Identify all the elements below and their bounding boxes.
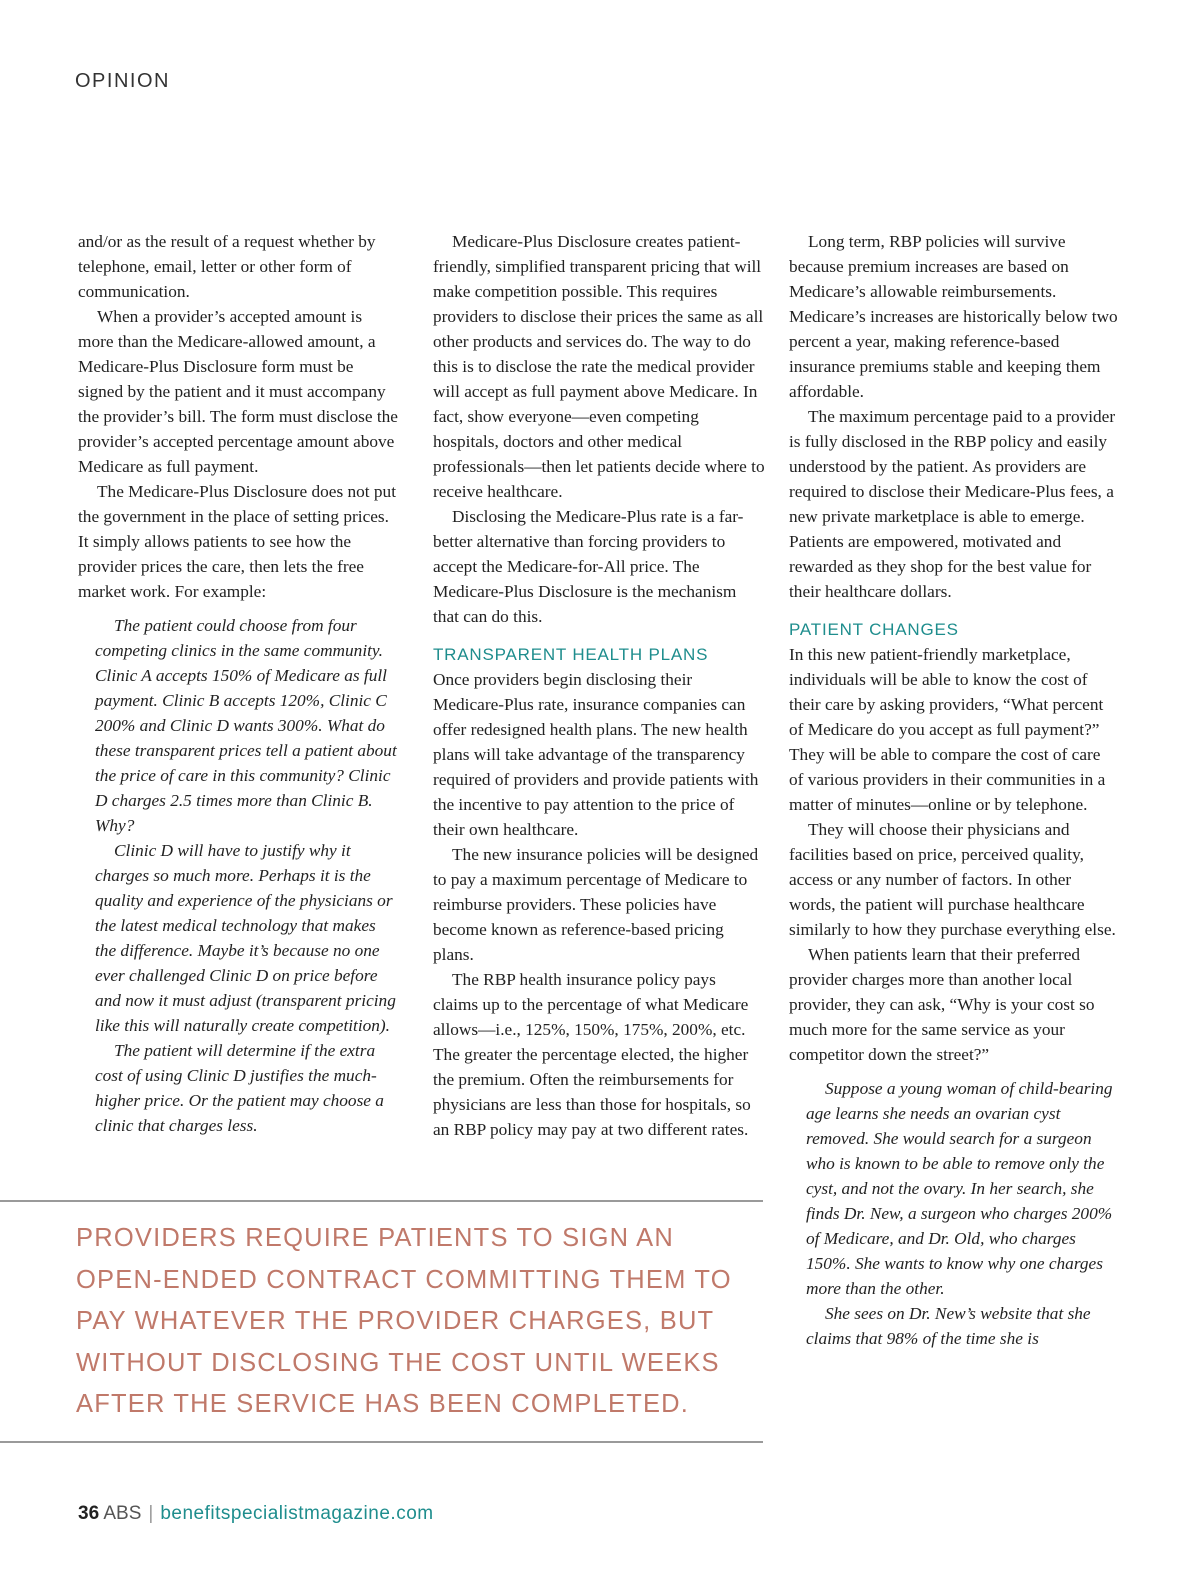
paragraph: The maximum percentage paid to a provider is fully disclosed in the RBP policy and easily understood by the patient. As providers are required to disclose their Medicare-Plus fees, a new private marketplace is able to emerge. Patients are empowered, motivated and rewarded as they shop for the best value for their healthcare dollars. bbox=[789, 407, 1116, 601]
example-paragraph: The patient will determine if the extra cost of using Clinic D justifies the much-higher price. Or the patient may choose a clinic that charges less. bbox=[95, 1041, 384, 1135]
subheading-patient-changes: PATIENT CHANGES bbox=[789, 620, 959, 639]
paragraph: The Medicare-Plus Disclosure does not put the government in the place of setting prices. It simply allows patients to see how the provider prices the care, then lets the free market work. For example: bbox=[78, 482, 396, 601]
paragraph: When a provider’s accepted amount is more than the Medicare-allowed amount, a Medicare-Plus Disclosure form must be signed by the patient and it must accompany the provider’s bill. The form must disclose the provider’s accepted percentage amount above Medicare as full payment. bbox=[78, 307, 398, 476]
paragraph: Once providers begin disclosing their Medicare-Plus rate, insurance companies can offer redesigned health plans. The new health plans will take advantage of the transparency required of providers and provide patients with the incentive to pay attention to the price of their own healthcare. bbox=[433, 670, 759, 839]
example-quote-block bbox=[789, 1076, 1119, 1351]
article-column-1 bbox=[78, 229, 400, 1138]
paragraph: Disclosing the Medicare-Plus rate is a far-better alternative than forcing providers to accept the Medicare-for-All price. The Medicare-Plus Disclosure is the mechanism that can do this. bbox=[433, 507, 744, 626]
section-label: OPINION bbox=[75, 70, 170, 92]
article-column-2 bbox=[433, 229, 765, 1142]
footer-separator: | bbox=[148, 1503, 154, 1524]
example-paragraph: She sees on Dr. New’s website that she claims that 98% of the time she is bbox=[806, 1304, 1091, 1348]
website-link[interactable]: benefitspecialistmagazine.com bbox=[160, 1503, 434, 1524]
subheading-transparent-health-plans: TRANSPARENT HEALTH PLANS bbox=[433, 645, 709, 664]
paragraph: Long term, RBP policies will survive because premium increases are based on Medicare’s allowable reimbursements. Medicare’s increases are historically below two percent a year, making reference-based insurance premiums stable and keeping them affordable. bbox=[789, 232, 1118, 401]
example-quote-block bbox=[78, 613, 400, 1138]
example-paragraph: Suppose a young woman of child-bearing age learns she needs an ovarian cyst removed. She would search for a surgeon who is known to be able to remove only the cyst, and not the ovary. In her search, she finds Dr. New, a surgeon who charges 200% of Medicare, and Dr. Old, who charges 150%. She wants to know why one charges more than the other. bbox=[806, 1079, 1113, 1298]
paragraph: When patients learn that their preferred provider charges more than another local provider, they can ask, “Why is your cost so much more for the same service as your competitor down the street?” bbox=[789, 945, 1095, 1064]
paragraph: In this new patient-friendly marketplace, individuals will be able to know the cost of their care by asking providers, “What percent of Medicare do you accept as full payment?” They will be able to compare the cost of care of various providers in their communities in a matter of minutes—online or by telephone. bbox=[789, 645, 1106, 814]
paragraph: and/or as the result of a request whether by telephone, email, letter or other form of communication. bbox=[78, 232, 376, 301]
example-paragraph: Clinic D will have to justify why it charges so much more. Perhaps it is the quality and experience of the physicians or the latest medical technology that makes the difference. Maybe it’s because no one ever challenged Clinic D on price before and now it must adjust (transparent pricing like this will naturally create competition). bbox=[95, 841, 396, 1035]
pull-quote bbox=[0, 1200, 763, 1443]
article-column-3 bbox=[789, 229, 1119, 1351]
page-number: 36 bbox=[78, 1503, 100, 1524]
paragraph: The RBP health insurance policy pays claims up to the percentage of what Medicare allows—i.e., 125%, 150%, 175%, 200%, etc. The greater the percentage elected, the higher the premium. Often the reimbursements for physicians are less than those for hospitals, so an RBP policy may pay at two different rates. bbox=[433, 970, 751, 1139]
paragraph: Medicare-Plus Disclosure creates patient-friendly, simplified transparent pricing that will make competition possible. This requires providers to disclose their prices the same as all other products and services do. The way to do this is to disclose the rate the medical provider will accept as full payment above Medicare. In fact, show everyone—even competing hospitals, doctors and other medical professionals—then let patients decide where to receive healthcare. bbox=[433, 232, 765, 501]
page-footer bbox=[78, 1503, 434, 1525]
example-paragraph: The patient could choose from four competing clinics in the same community. Clinic A accepts 150% of Medicare as full payment. Clinic B accepts 120%, Clinic C 200% and Clinic D wants 300%. What do these transparent prices tell a patient about the price of care in this community? Clinic D charges 2.5 times more than Clinic B. Why? bbox=[95, 616, 397, 835]
magazine-name: ABS bbox=[103, 1503, 142, 1524]
paragraph: They will choose their physicians and facilities based on price, perceived quality, access or any number of factors. In other words, the patient will purchase healthcare similarly to how they purchase everything else. bbox=[789, 820, 1116, 939]
paragraph: The new insurance policies will be designed to pay a maximum percentage of Medicare to reimburse providers. These policies have become known as reference-based pricing plans. bbox=[433, 845, 759, 964]
pull-quote-text: PROVIDERS REQUIRE PATIENTS TO SIGN AN OPEN-ENDED CONTRACT COMMITTING THEM TO PAY WHATEVER THE PROVIDER CHARGES, BUT WITHOUT DISCLOSING THE COST UNTIL WEEKS AFTER THE SERVICE HAS BEEN COMPLETED. bbox=[76, 1224, 732, 1418]
